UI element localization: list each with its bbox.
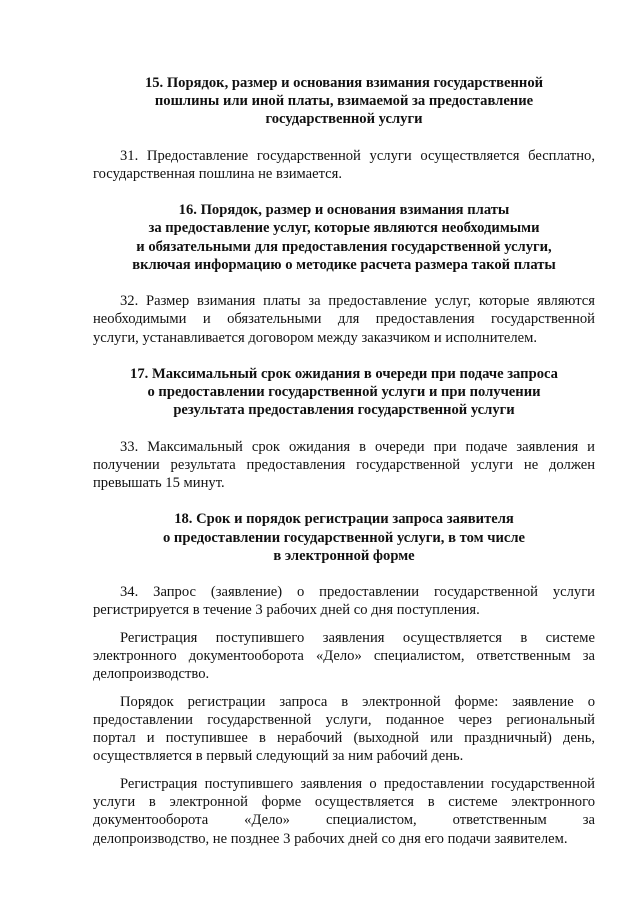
paragraph-electronic-registration [93, 775, 595, 848]
heading-line: в электронной форме [273, 547, 415, 564]
heading-line: государственной услуги [265, 111, 423, 128]
heading-line: 17. Максимальный срок ожидания в очереди при подаче запроса [130, 365, 558, 382]
paragraph-line: 31. Предоставление государственной услуги осуществляется бесплатно, [120, 147, 595, 164]
paragraph-line: государственная пошлина не взимается. [93, 165, 342, 182]
paragraph-line: Порядок регистрации запроса в электронной форме: заявление о [120, 693, 595, 710]
paragraph-line: получении результата предоставления государственной услуги не должен [93, 456, 595, 473]
section-17 [93, 365, 595, 493]
heading-line: пошлины или иной платы, взимаемой за предоставление [154, 93, 534, 110]
paragraph-line: необходимыми и обязательными для предоставления государственной [93, 311, 595, 328]
heading-line: 15. Порядок, размер и основания взимания государственной [144, 75, 544, 91]
heading-line: 18. Срок и порядок регистрации запроса заявителя [174, 511, 514, 528]
paragraph-31 [93, 147, 595, 184]
section-16 [93, 201, 595, 347]
section-heading [93, 201, 595, 274]
section-15 [93, 74, 595, 183]
paragraph-line: превышать 15 минут. [93, 475, 225, 492]
paragraph-line: Регистрация поступившего заявления осуществляется в системе [120, 629, 595, 646]
heading-line: результата предоставления государственной услуги [173, 402, 515, 419]
section-heading [93, 74, 595, 129]
section-18 [93, 510, 595, 847]
heading-line: включая информацию о методике расчета размера такой платы [132, 256, 556, 273]
paragraph-line: электронного документооборота «Дело» специалистом, ответственным за [93, 647, 595, 664]
paragraph-line: 33. Максимальный срок ожидания в очереди при подаче заявления и [120, 438, 595, 455]
document-page [93, 74, 595, 848]
paragraph-line: регистрируется в течение 3 рабочих дней со дня поступления. [93, 602, 480, 619]
paragraph-line: предоставлении государственной услуги, поданное через региональный [93, 711, 595, 728]
paragraph-line: услуги, устанавливается договором между заказчиком и исполнителем. [93, 329, 537, 346]
paragraph-line: портал и поступившее в нерабочий (выходной или праздничный) день, [93, 730, 595, 747]
paragraph-line: документооборота «Дело» специалистом, ответственным за [93, 812, 595, 829]
section-heading [93, 510, 595, 565]
paragraph-line: Регистрация поступившего заявления о предоставлении государственной [120, 775, 595, 792]
paragraph-32 [93, 292, 595, 347]
heading-line: и обязательными для предоставления государственной услуги, [136, 238, 552, 255]
paragraph-line: 32. Размер взимания платы за предоставление услуг, которые являются [120, 293, 595, 310]
paragraph-34 [93, 583, 595, 620]
paragraph-line: делопроизводство, не позднее 3 рабочих дней со дня его подачи заявителем. [93, 830, 568, 847]
section-heading [93, 365, 595, 420]
paragraph-line: 34. Запрос (заявление) о предоставлении государственной услуги [120, 584, 595, 601]
paragraph-line: осуществляется в первый следующий за ним рабочий день. [93, 748, 464, 765]
paragraph-line: делопроизводство. [93, 666, 210, 683]
paragraph-33 [93, 438, 595, 493]
heading-line: о предоставлении государственной услуги и при получении [147, 384, 541, 401]
paragraph-registration [93, 629, 595, 684]
heading-line: о предоставлении государственной услуги, в том числе [162, 529, 525, 546]
heading-line: за предоставление услуг, которые являются необходимыми [148, 220, 540, 237]
paragraph-electronic-order [93, 693, 595, 766]
heading-line: 16. Порядок, размер и основания взимания платы [178, 202, 510, 219]
paragraph-line: услуги в электронной форме осуществляется в системе электронного [93, 793, 595, 810]
